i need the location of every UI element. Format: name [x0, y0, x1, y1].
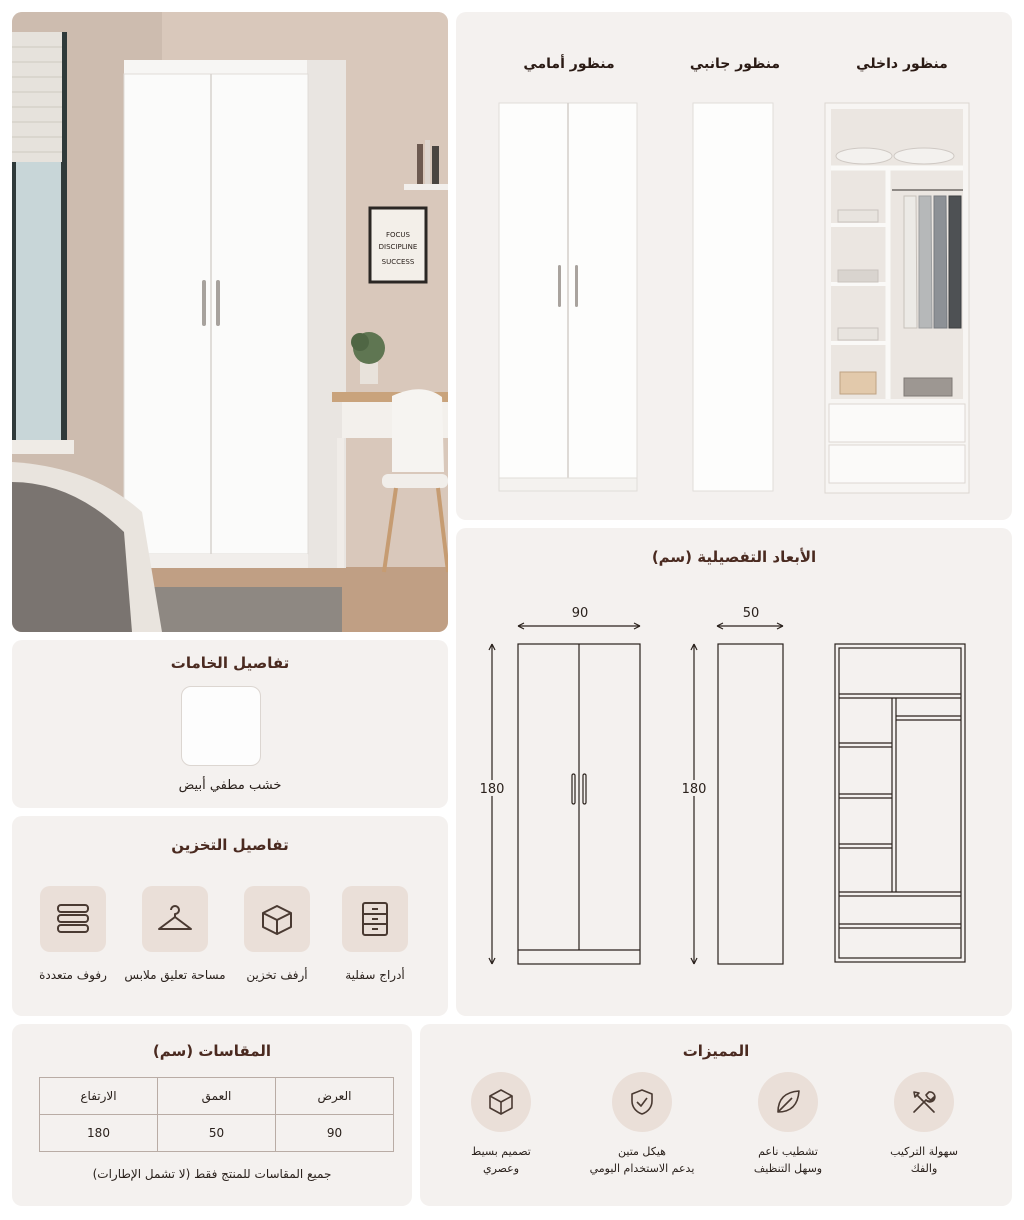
cube-icon	[486, 1087, 516, 1117]
storage-card	[12, 816, 448, 1016]
storage-title: تفاصيل التخزين	[171, 836, 289, 854]
poster-text-2: DISCIPLINE	[378, 243, 418, 251]
materials-title: تفاصيل الخامات	[170, 654, 290, 672]
feature-label-durable-2: يدعم الاستخدام اليومي	[589, 1162, 695, 1175]
material-swatch	[181, 686, 261, 766]
feature-assembly	[894, 1072, 954, 1132]
measurements-value-row	[40, 1115, 394, 1152]
material-swatch-label: خشب مطفي أبيض	[178, 778, 282, 793]
feature-label-design-2: وعصري	[482, 1162, 520, 1175]
views-card	[456, 12, 1012, 520]
side-view-illustration	[690, 100, 776, 494]
feature-design	[471, 1072, 531, 1132]
room-scene-illustration	[12, 12, 448, 632]
measurements-title: المقاسات (سم)	[152, 1042, 272, 1060]
feature-label-assembly-1: سهولة التركيب	[890, 1145, 958, 1158]
storage-item-label-drawers: أدراج سفلية	[345, 968, 405, 982]
product-photo	[12, 12, 448, 632]
storage-item-shelves	[40, 886, 106, 952]
poster-text-3: SUCCESS	[381, 258, 415, 266]
inside-view-illustration	[822, 100, 972, 496]
feature-label-durable-1: هيكل متين	[618, 1145, 666, 1158]
measurements-card	[12, 1024, 412, 1206]
depth-dimension-label: 50	[742, 606, 760, 621]
measurements-header-row	[40, 1078, 394, 1115]
feature-durable	[612, 1072, 672, 1132]
front-view-label: منظور أمامي	[523, 56, 615, 72]
storage-item-label-box: أرفف تخزين	[246, 968, 308, 982]
storage-item-label-hanging: مساحة تعليق ملابس	[124, 968, 226, 982]
box-icon	[257, 899, 297, 939]
materials-card	[12, 640, 448, 808]
features-title: المميزات	[682, 1042, 750, 1060]
measurements-note: جميع المقاسات للمنتج فقط (لا تشمل الإطارات)	[92, 1167, 332, 1181]
value-height: 180	[40, 1115, 158, 1152]
inside-view-label: منظور داخلي	[856, 56, 948, 72]
width-dimension-label: 90	[571, 606, 589, 621]
side-view-label: منظور جانبي	[689, 56, 781, 72]
hanger-icon	[155, 899, 195, 939]
side-height-dimension-label: 180	[681, 782, 707, 797]
value-depth: 50	[158, 1115, 276, 1152]
dimensions-title: الأبعاد التفصيلية (سم)	[651, 548, 817, 566]
front-height-dimension-label: 180	[479, 782, 505, 797]
front-view-illustration	[496, 100, 640, 494]
shield-check-icon	[627, 1087, 657, 1117]
feature-label-design-1: تصميم بسيط	[471, 1145, 531, 1158]
storage-item-label-shelves: رفوف متعددة	[39, 968, 107, 982]
header-depth: العمق	[158, 1078, 276, 1115]
measurements-table	[39, 1077, 394, 1152]
storage-item-hanging	[142, 886, 208, 952]
storage-item-box	[244, 886, 310, 952]
feature-label-assembly-2: والفك	[910, 1162, 938, 1175]
header-width: العرض	[276, 1078, 394, 1115]
value-width: 90	[276, 1115, 394, 1152]
dimensions-card	[456, 528, 1012, 1016]
feature-label-finish-1: تشطيب ناعم	[758, 1145, 818, 1158]
leaf-icon	[773, 1087, 803, 1117]
poster-text-1: FOCUS	[386, 231, 410, 239]
dimensions-drawing	[456, 528, 1012, 1016]
features-card	[420, 1024, 1012, 1206]
tools-icon	[909, 1087, 939, 1117]
stacked-shelves-icon	[53, 899, 93, 939]
feature-label-finish-2: وسهل التنظيف	[753, 1162, 823, 1175]
drawers-icon	[355, 899, 395, 939]
header-height: الارتفاع	[40, 1078, 158, 1115]
feature-finish	[758, 1072, 818, 1132]
storage-item-drawers	[342, 886, 408, 952]
